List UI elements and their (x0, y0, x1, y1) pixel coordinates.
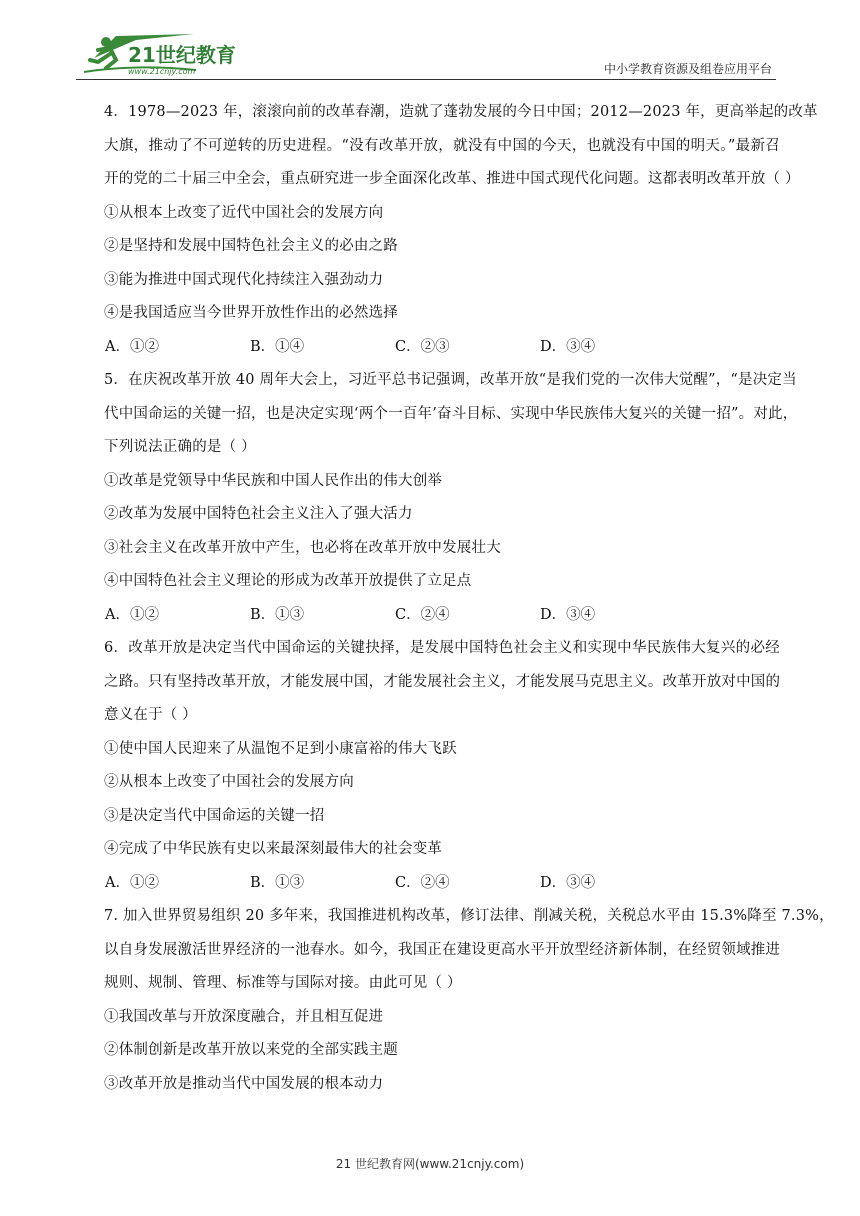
options-row (104, 336, 780, 358)
question-stem-line: 意义在于（ ） (104, 707, 198, 723)
options-row (104, 872, 780, 894)
page-header (76, 28, 776, 82)
statement-item: ④中国特色社会主义理论的形成为改革开放提供了立足点 (104, 573, 472, 589)
statement-item: ①改革是党领导中华民族和中国人民作出的伟大创举 (104, 472, 443, 489)
statement-item: ③社会主义在改革开放中产生，也必将在改革开放中发展壮大 (104, 539, 501, 556)
header-platform-text: 中小学教育资源及组卷应用平台 (603, 62, 772, 76)
statement-item: ②体制创新是改革开放以来党的全部实践主题 (104, 1042, 398, 1058)
page-footer: 21 世纪教育网(www.21cnjy.com) (335, 1157, 525, 1171)
statement-item: ③能为推进中国式现代化持续注入强劲动力 (104, 271, 384, 288)
question-block (104, 369, 798, 626)
option-choice[interactable]: B．①③ (250, 874, 305, 891)
statement-item: ①我国改革与开放深度融合，并且相互促进 (104, 1008, 384, 1025)
question-stem-line: 7. 加入世界贸易组织 20 多年来，我国推进机构改革，修订法律、削减关税，关税总水平由 15.3%降至 7.3%， (104, 908, 834, 924)
option-choice[interactable]: D．③④ (540, 606, 596, 623)
option-choice[interactable]: D．③④ (540, 874, 596, 891)
question-stem-line: 以自身发展激活世界经济的一池春水。如今，我国正在建设更高水平开放型经济新体制，在经贸领域推进 (104, 941, 781, 958)
question-stem-line: 5．在庆祝改革开放 40 周年大会上，习近平总书记强调，改革开放“是我们党的一次伟大觉醒”，“是决定当 (104, 372, 797, 388)
statement-item: ②从根本上改变了中国社会的发展方向 (104, 774, 354, 790)
option-choice[interactable]: A．①② (105, 874, 159, 891)
option-choice[interactable]: A．①② (105, 338, 159, 355)
option-choice[interactable]: D．③④ (540, 338, 596, 355)
question-stem-line: 大旗，推动了不可逆转的历史进程。“没有改革开放，就没有中国的今天，也就没有中国的明天。”最新召 (104, 137, 780, 154)
question-stem-line: 6．改革开放是决定当代中国命运的关键抉择，是发展中国特色社会主义和实现中华民族伟大复兴的必经 (104, 640, 780, 656)
header-divider (76, 79, 776, 80)
question-stem-line: 4．1978—2023 年，滚滚向前的改革春潮，造就了蓬勃发展的今日中国；2012—2023 年，更高举起的改革 (104, 104, 818, 120)
statement-item: ②改革为发展中国特色社会主义注入了强大活力 (104, 506, 413, 522)
question-block (104, 101, 818, 358)
option-choice[interactable]: A．①② (105, 606, 159, 623)
option-choice[interactable]: C．②③ (395, 338, 450, 355)
question-block (104, 905, 834, 1095)
option-choice[interactable]: C．②④ (395, 874, 450, 891)
question-stem-line: 之路。只有坚持改革开放，才能发展中国，才能发展社会主义，才能发展马克思主义。改革开放对中国的 (104, 673, 781, 690)
statement-item: ③改革开放是推动当代中国发展的根本动力 (104, 1075, 384, 1092)
statement-item: ③是决定当代中国命运的关键一招 (104, 807, 325, 824)
logo (76, 28, 276, 80)
option-choice[interactable]: C．②④ (395, 606, 450, 623)
options-row (104, 604, 780, 626)
question-stem-line: 开的党的二十届三中全会，重点研究进一步全面深化改革、推进中国式现代化问题。这都表明改革开放（ ） (104, 171, 800, 187)
question-stem-line: 规则、规制、管理、标准等与国际对接。由此可见（ ） (104, 975, 462, 991)
logo-text: 21世纪教育 (128, 43, 236, 67)
question-block (104, 637, 780, 894)
question-stem-line: 下列说法正确的是（ ） (104, 439, 256, 455)
statement-item: ④完成了中华民族有史以来最深刻最伟大的社会变革 (104, 841, 443, 857)
question-stem-line: 代中国命运的关键一招，也是决定实现‘两个一百年’奋斗目标、实现中华民族伟大复兴的关键一招”。对此， (104, 405, 798, 422)
statement-item: ①从根本上改变了近代中国社会的发展方向 (104, 204, 384, 221)
question-list (104, 101, 834, 1106)
statement-item: ④是我国适应当今世界开放性作出的必然选择 (104, 305, 398, 321)
option-choice[interactable]: B．①③ (250, 606, 305, 623)
logo-url: www.21cnjy.com (128, 67, 196, 76)
statement-item: ①使中国人民迎来了从温饱不足到小康富裕的伟大飞跃 (104, 740, 457, 757)
statement-item: ②是坚持和发展中国特色社会主义的必由之路 (104, 238, 398, 254)
option-choice[interactable]: B．①④ (250, 338, 305, 355)
